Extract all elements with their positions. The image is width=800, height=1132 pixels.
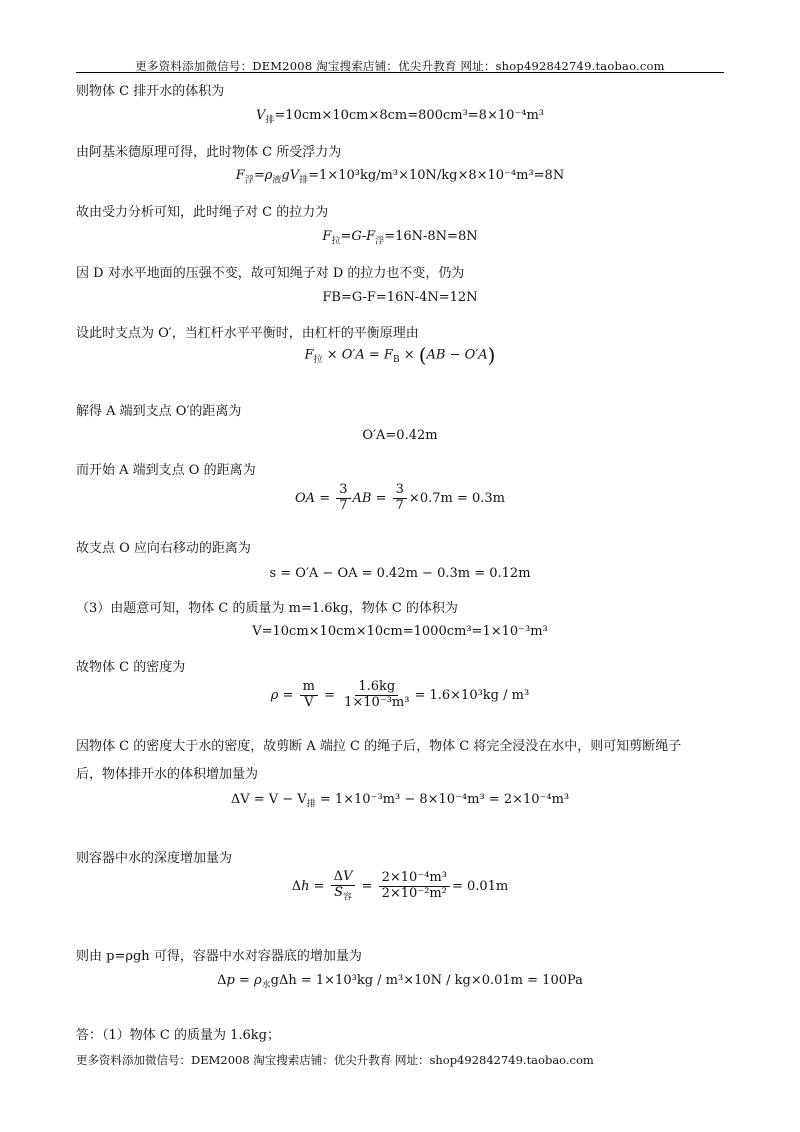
formula-text: =1×10³kg/m³×10N/kg×8×10⁻⁴m³=8N — [308, 168, 565, 183]
text-line: 因 D 对水平地面的压强不变，故可知绳子对 D 的拉力也不变，仍为 — [76, 266, 465, 281]
page-header: 更多资料添加微信号：DEM2008 淘宝搜索店铺：优尖升教育 网址：shop492842749.taobao.com — [135, 59, 665, 73]
formula-line: $V_排=10cm\times 10cm\times 8cm=800cm^3=8\times 10^{-4}m^3$ — [256, 108, 544, 126]
fraction-numerator: m — [300, 680, 318, 696]
formula-line: s = O′A − OA = 0.42m − 0.3m = 0.12m — [269, 566, 531, 581]
formula-line: $F_拉 \times O'A = F_B \times (AB - O'A)$ — [304, 343, 496, 367]
text-line: 则物体 C 排开水的体积为 — [76, 84, 225, 99]
header-divider — [76, 72, 724, 73]
text-line: 故物体 C 的密度为 — [76, 660, 186, 675]
fraction-numerator: 2×10⁻⁴m³ — [379, 871, 450, 887]
formula-subscript: 排 — [306, 799, 316, 810]
fraction-denominator: 1×10⁻³m³ — [344, 694, 410, 710]
text-line: 后，物体排开水的体积增加量为 — [76, 767, 259, 782]
text-line: 设此时支点为 O′，当杠杆水平平衡时，由杠杆的平衡原理由 — [76, 326, 419, 341]
text-line: 故支点 O 应向右移动的距离为 — [76, 541, 251, 556]
fraction-numerator: 1.6kg — [355, 680, 398, 696]
formula-text: =10cm×10cm×8cm=800cm³=8×10⁻⁴m³ — [274, 108, 544, 123]
formula-line: OA = $\frac{3}{7}$ AB = $\frac{3}{7}$ ×0.7m = 0.3m — [295, 482, 505, 513]
fraction-denominator: 2×10⁻²m² — [381, 885, 447, 901]
text-line: 则容器中水的深度增加量为 — [76, 851, 233, 866]
formula-line: FB=G-F=16N-4N=12N — [322, 290, 478, 305]
text-line: 而开始 A 端到支点 O 的距离为 — [76, 463, 256, 478]
formula-line: V=10cm×10cm×10cm=1000cm³=1×10⁻³m³ — [252, 624, 548, 639]
formula-line: $\Delta p = \rho_水g\Delta h = 1\times 10^3kg / m^3\times 10N / kg\times 0.01m = 100Pa$ — [217, 973, 583, 991]
formula-line: Δh = $\frac{\Delta V}{S_容}$ = $\frac{\text{2×10⁻⁴m³}}{\text{2×10⁻²m²}}$ = 0.01m — [291, 869, 509, 903]
formula-text: gΔh = 1×10³kg / m³×10N / kg×0.01m = 100Pa — [270, 973, 583, 988]
page-footer: 更多资料添加微信号：DEM2008 淘宝搜索店铺：优尖升教育 网址：shop492842749.taobao.com — [76, 1053, 594, 1067]
formula-line: $F_拉=G-F_浮=16N-8N=8N$ — [322, 229, 478, 247]
formula-text: = 1.6×10³kg / m³ — [414, 687, 530, 703]
answer-line: 答：（1）物体 C 的质量为 1.6kg； — [76, 1028, 280, 1043]
formula-text: = 0.01m — [451, 878, 509, 894]
formula-line: ρ = $\frac{m}{V}$ = $\frac{1.6kg}{\text{1×10⁻³m³}}$ = 1.6×10³kg / m³ — [270, 679, 530, 710]
formula-text: ΔV = V − V — [230, 792, 307, 807]
text-line: 解得 A 端到支点 O′的距离为 — [76, 404, 242, 419]
formula-text: =16N-8N=8N — [384, 229, 478, 244]
formula-line: $F_浮=\rho_液gV_排=1\times 10^3kg/m^3\times 10N/kg\times 8\times 10^{-4}m^3=8N$ — [235, 168, 565, 186]
text-line: （3）由题意可知，物体 C 的质量为 m=1.6kg，物体 C 的体积为 — [76, 601, 458, 616]
text-line: 因物体 C 的密度大于水的密度，故剪断 A 端拉 C 的绳子后，物体 C 将完全浸没在水中，则可知剪断绳子 — [76, 739, 682, 754]
text-line: 由阿基米德原理可得，此时物体 C 所受浮力为 — [76, 145, 342, 160]
text-line: 则由 p=ρgh 可得，容器中水对容器底的增加量为 — [76, 949, 362, 964]
formula-text: = 1×10⁻³m³ − 8×10⁻⁴m³ = 2×10⁻⁴m³ — [315, 792, 570, 807]
formula-line: O′A=0.42m — [362, 428, 438, 443]
fraction-denominator: V — [304, 694, 314, 710]
formula-line — [0, 792, 800, 810]
formula-text: ×0.7m = 0.3m — [408, 490, 505, 506]
text-line: 故由受力分析可知，此时绳子对 C 的拉力为 — [76, 205, 329, 220]
